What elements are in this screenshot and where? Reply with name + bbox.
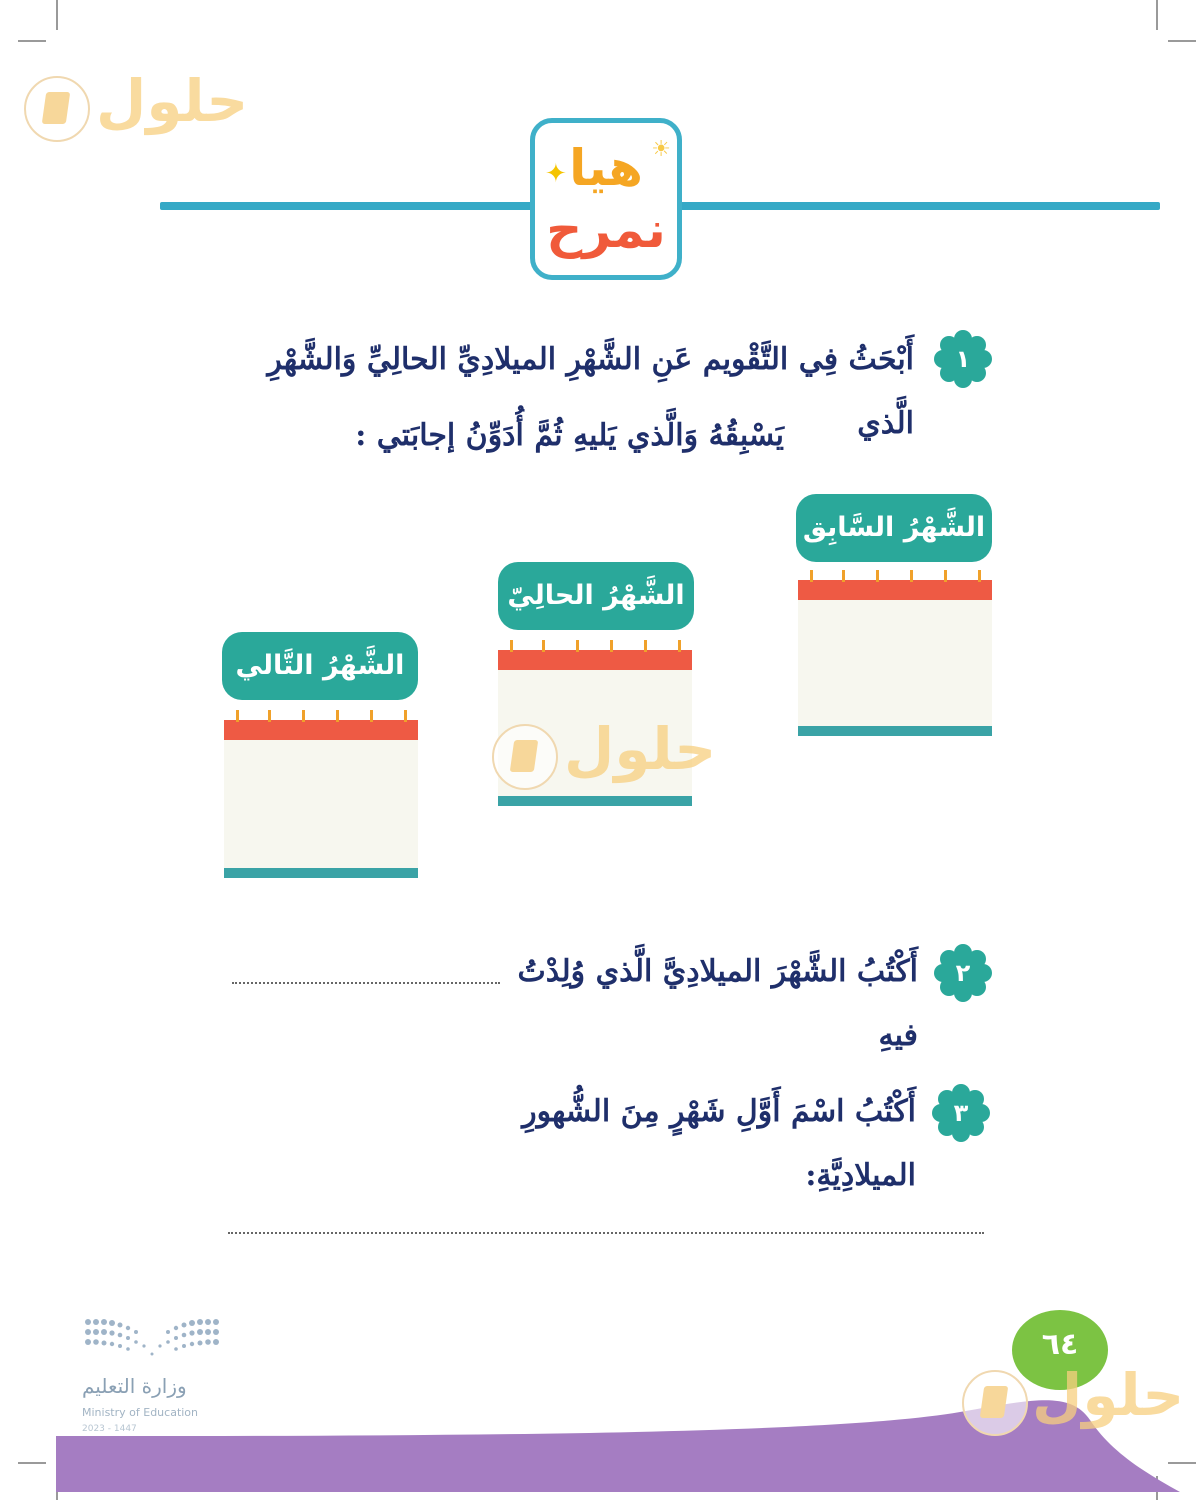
calendar-header-bar	[498, 650, 692, 670]
calendar-header-bar	[798, 580, 992, 600]
book-logo-icon	[492, 724, 558, 790]
crop-mark	[1156, 0, 1158, 30]
ministry-year: 2023 - 1447	[82, 1424, 137, 1434]
watermark-text: حلول	[96, 67, 249, 135]
question-1-line1: أَبْحَثُ فِي التَّقْويم عَنِ الشَّهْرِ الميلادِيِّ الحالِيِّ وَالشَّهْرِ الَّذي	[267, 342, 914, 441]
calendar-ring	[876, 570, 879, 582]
calendar-ring	[810, 570, 813, 582]
calendar-base	[224, 868, 418, 878]
calendar-ring	[944, 570, 947, 582]
question-number: ٢	[955, 959, 971, 987]
question-1-line2: يَسْبِقُهُ وَالَّذي يَليهِ ثُمَّ أُدَوِّنُ إجابَتي :	[355, 418, 784, 453]
calendar-next	[224, 710, 418, 878]
calendar-answer-area[interactable]	[224, 740, 418, 868]
calendar-ring	[404, 710, 407, 722]
page-number-badge: ٦٤	[1012, 1310, 1108, 1390]
sun-icon: ☀	[651, 137, 671, 162]
calendar-ring	[236, 710, 239, 722]
question-2-marker	[934, 944, 992, 1002]
calendar-ring	[910, 570, 913, 582]
calendar-ring	[510, 640, 513, 652]
calendar-ring	[542, 640, 545, 652]
ministry-name-english: Ministry of Education	[82, 1406, 199, 1419]
section-title-box	[530, 118, 682, 280]
calendar-ring	[268, 710, 271, 722]
question-2-text: أَكْتُبُ الشَّهْرَ الميلادِيَّ الَّذي وُلِدْتُ فيهِ	[517, 954, 918, 1053]
calendar-next-label: الشَّهْرُ التَّالي	[222, 632, 418, 700]
question-1-marker	[934, 330, 992, 388]
section-title-line1: هيا	[569, 139, 643, 197]
calendar-previous	[798, 570, 992, 736]
question-3-marker	[932, 1084, 990, 1142]
watermark-text: حلول	[564, 715, 717, 783]
sparkle-icon: ✦	[545, 159, 567, 189]
calendar-ring	[842, 570, 845, 582]
question-3-text: أَكْتُبُ اسْمَ أَوَّلِ شَهْرٍ مِنَ الشُّهورِ الميلادِيَّةِ:	[522, 1094, 916, 1193]
calendar-ring	[370, 710, 373, 722]
calendar-base	[498, 796, 692, 806]
calendar-ring	[302, 710, 305, 722]
crop-mark	[18, 40, 46, 42]
book-logo-icon	[24, 76, 90, 142]
calendar-base	[798, 726, 992, 736]
dot-pattern-logo	[82, 1316, 222, 1364]
calendar-ring	[576, 640, 579, 652]
calendar-ring	[336, 710, 339, 722]
calendar-ring	[644, 640, 647, 652]
calendar-ring	[978, 570, 981, 582]
ministry-name-arabic: وزارة التعليم	[82, 1374, 187, 1398]
calendar-ring	[610, 640, 613, 652]
calendar-ring	[678, 640, 681, 652]
question-number: ٣	[953, 1099, 969, 1127]
crop-mark	[1168, 40, 1196, 42]
crop-mark	[56, 0, 58, 30]
section-title-line2: نمرح	[546, 201, 666, 259]
question-3-answer-line[interactable]	[228, 1232, 984, 1234]
calendar-answer-area[interactable]	[798, 600, 992, 726]
book-logo-icon	[962, 1370, 1028, 1436]
watermark-text: حلول	[1032, 1361, 1185, 1429]
calendar-header-bar	[224, 720, 418, 740]
question-number: ١	[955, 345, 971, 373]
question-2-answer-line[interactable]	[232, 982, 500, 984]
calendar-previous-label: الشَّهْرُ السَّابِق	[796, 494, 992, 562]
calendar-current-label: الشَّهْرُ الحالِيّ	[498, 562, 694, 630]
